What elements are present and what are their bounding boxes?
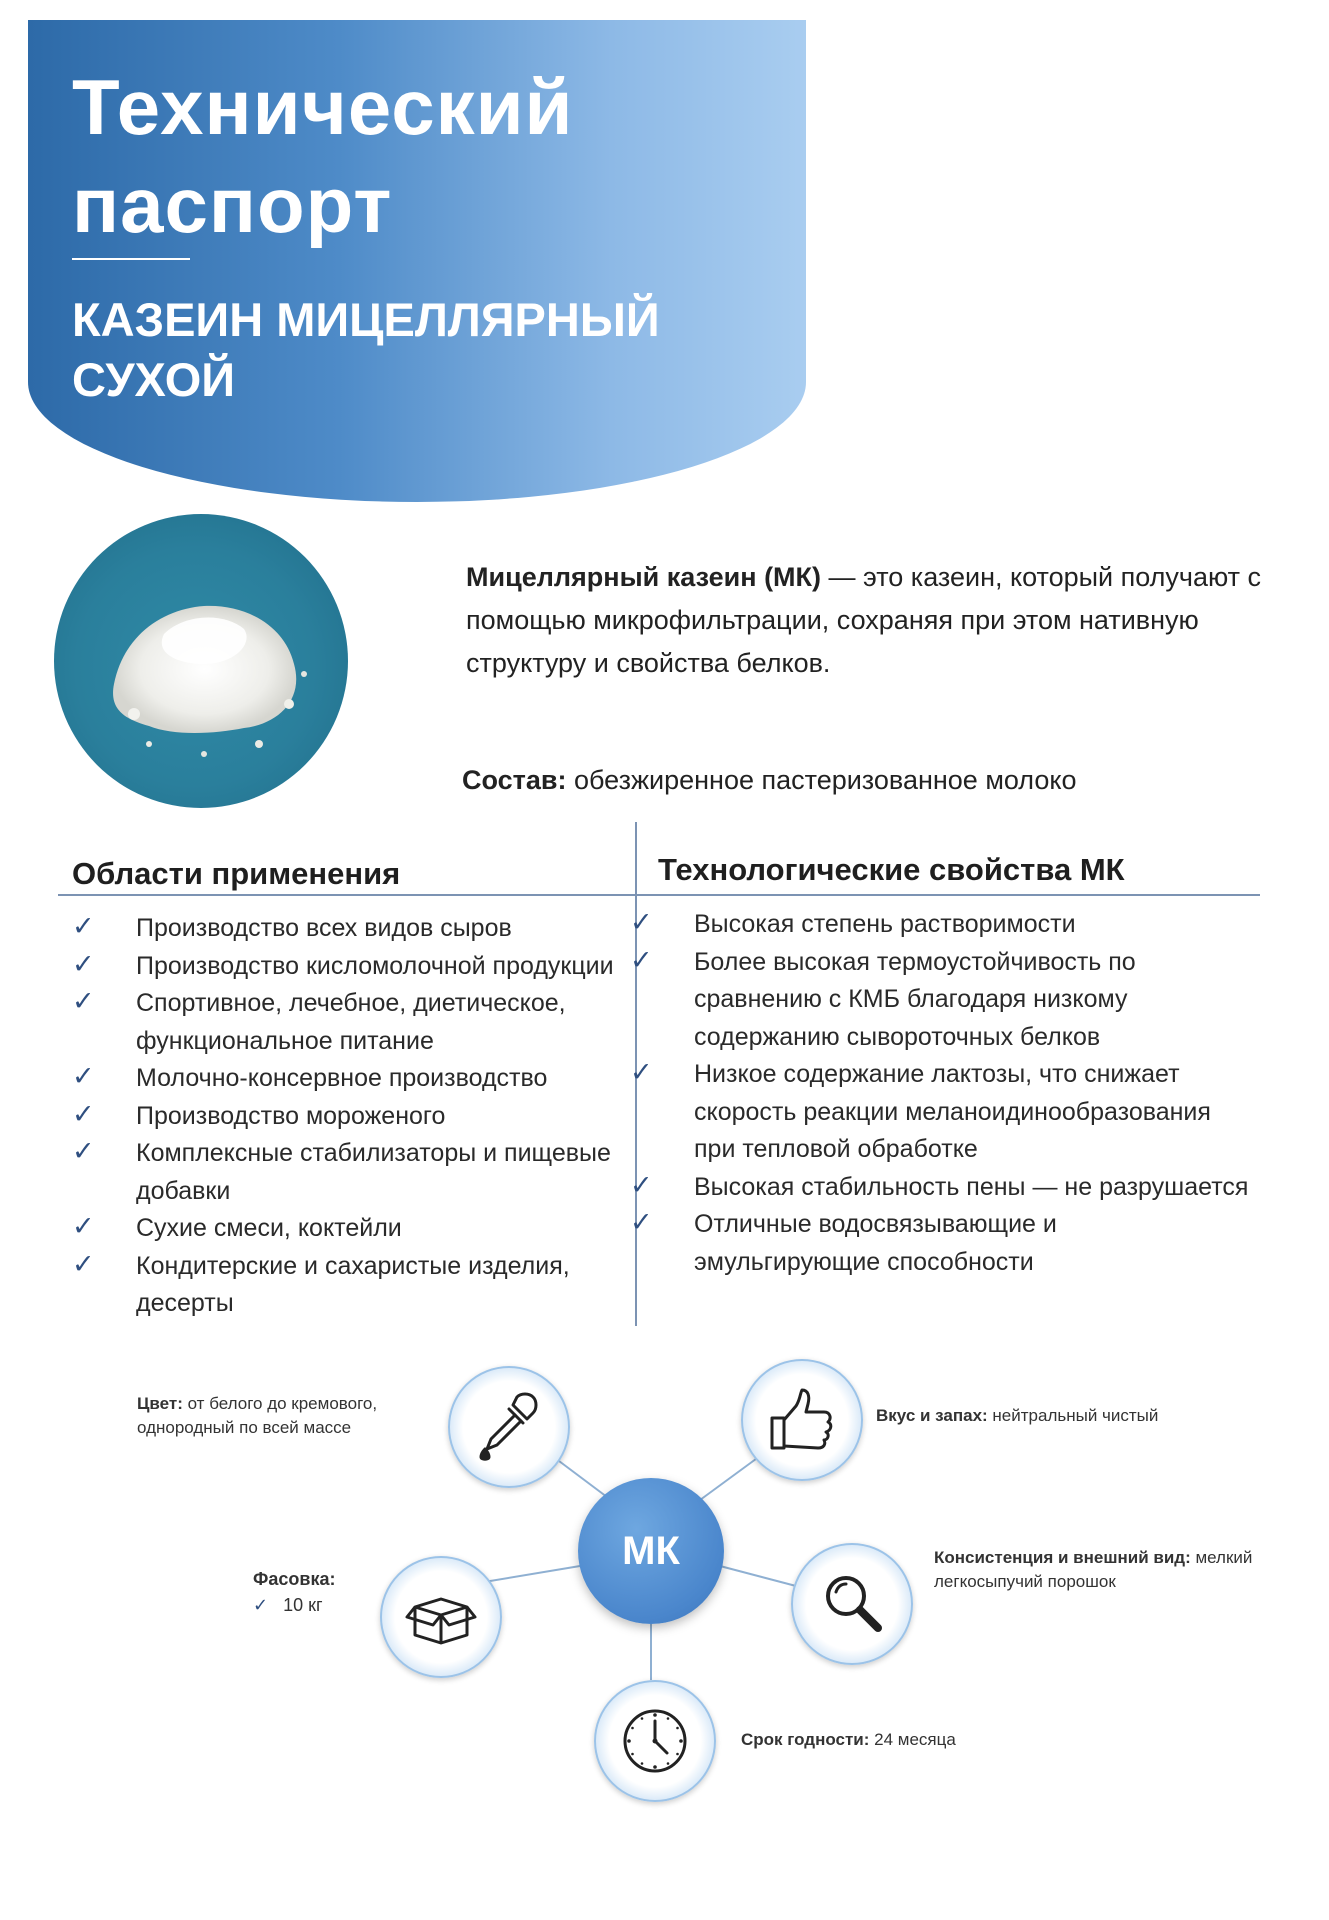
magnifier-icon <box>812 1564 892 1644</box>
color-label: Цвет: от белого до кремового, однородный по всей массе <box>137 1394 378 1437</box>
check-icon: ✓ <box>72 1136 95 1166</box>
page-title: Технический паспорт <box>72 63 574 249</box>
properties-item-text: Отличные водосвязывающие и <box>694 1210 1057 1238</box>
color-node <box>448 1366 570 1488</box>
clock-icon <box>615 1701 695 1781</box>
applications-item-text: Комплексные стабилизаторы и пищевые <box>136 1139 611 1167</box>
applications-item-text: Сухие смеси, коктейли <box>136 1214 402 1242</box>
packaging-label: Фасовка: ✓ 10 кг <box>253 1569 336 1615</box>
consistency-node <box>791 1543 913 1665</box>
check-icon: ✓ <box>630 1057 653 1087</box>
properties-item-text: Низкое содержание лактозы, что снижает <box>694 1060 1180 1088</box>
pipette-icon <box>469 1387 549 1467</box>
packaging-node <box>380 1556 502 1678</box>
check-icon: ✓ <box>72 911 95 941</box>
properties-heading: Технологические свойства МК <box>658 852 1125 887</box>
properties-item-text: скорость реакции меланоидинообразования <box>694 1097 1211 1126</box>
product-name: КАЗЕИН МИЦЕЛЛЯРНЫЙ СУХОЙ <box>72 293 660 406</box>
applications-item-text: Производство кисломолочной продукции <box>136 951 614 980</box>
applications-item-text: десерты <box>136 1289 234 1317</box>
check-icon: ✓ <box>72 1098 95 1129</box>
properties-item-text: эмульгирующие способности <box>694 1247 1034 1276</box>
properties-item-text: Более высокая термоустойчивость по <box>694 947 1136 976</box>
check-icon: ✓ <box>72 1061 95 1091</box>
consistency-label: Консистенция и внешний вид: мелкий легкосыпучий порошок <box>934 1548 1253 1591</box>
applications-heading: Области применения <box>72 856 401 891</box>
check-icon: ✓ <box>72 948 95 979</box>
applications-item-text: добавки <box>136 1176 231 1205</box>
shelf-life-node <box>594 1680 716 1802</box>
taste-label: Вкус и запах: нейтральный чистый <box>876 1406 1159 1425</box>
applications-item-text: Спортивное, лечебное, диетическое, <box>136 989 566 1017</box>
applications-item-text: Молочно-консервное производство <box>136 1064 548 1092</box>
check-icon: ✓ <box>630 1169 653 1200</box>
check-icon: ✓ <box>72 1248 95 1279</box>
properties-item-text: Высокая стабильность пены — не разрушается <box>694 1172 1249 1201</box>
box-icon <box>401 1577 481 1657</box>
properties-item-text: Высокая степень растворимости <box>694 910 1076 938</box>
applications-item-text: Производство всех видов сыров <box>136 914 512 942</box>
check-icon: ✓ <box>630 1207 653 1237</box>
composition: Состав: обезжиренное пастеризованное молоко <box>462 765 1077 795</box>
shelf-life-label: Срок годности: 24 месяца <box>741 1730 956 1749</box>
check-icon: ✓ <box>630 907 653 937</box>
properties-item-text: сравнению с КМБ благодаря низкому <box>694 985 1128 1013</box>
check-icon: ✓ <box>72 1211 95 1241</box>
center-node: МК <box>578 1478 724 1624</box>
intro-paragraph: Мицеллярный казеин (МК) — это казеин, который получают с помощью микрофильтрации, сохраняя при этом нативную структуру и свойства белков. <box>466 562 1262 678</box>
applications-item-text: Производство мороженого <box>136 1101 446 1130</box>
check-icon: ✓ <box>72 986 95 1016</box>
taste-node <box>741 1359 863 1481</box>
check-icon: ✓ <box>630 944 653 975</box>
applications-item-text: Кондитерские и сахаристые изделия, <box>136 1251 570 1280</box>
properties-item-text: при тепловой обработке <box>694 1135 978 1163</box>
thumbs-up-icon <box>762 1380 842 1460</box>
applications-item-text: функциональное питание <box>136 1026 434 1055</box>
properties-item-text: содержанию сывороточных белков <box>694 1022 1101 1051</box>
